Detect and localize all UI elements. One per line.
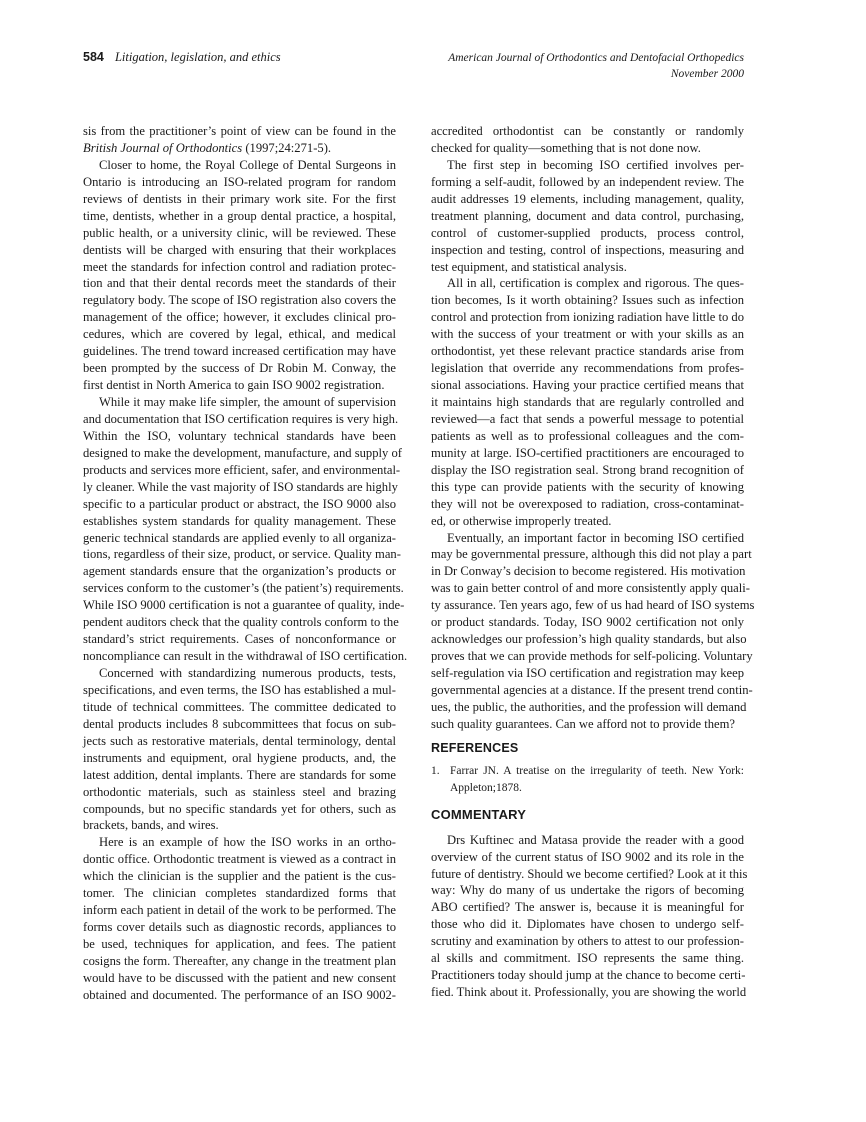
text-line: management of the office; however, it excludes clinical pro- — [83, 310, 396, 325]
text-line: control and protection from ionizing radiation have little to do — [431, 310, 745, 325]
reference-item — [431, 763, 744, 797]
text-line: checked for quality—something that is not done now. — [431, 140, 701, 155]
text-line: control of customer-supplied products, process control, — [431, 225, 744, 240]
text-line: patients as well as to professional colleagues and the com- — [431, 428, 744, 443]
text-line: services conform to the customer’s (the patient’s) requirements. — [83, 581, 404, 596]
text-line: titude of technical committees. The committee dedicated to — [83, 699, 396, 714]
commentary-heading: COMMENTARY — [431, 806, 527, 822]
text-line: Practitioners today should jump at the chance to become certi- — [431, 968, 746, 983]
text-line: ABO certified? The answer is, because it is meaningful for — [431, 900, 744, 915]
text-line: regulatory body. The scope of ISO registration also covers the — [83, 293, 396, 308]
text-line: obtained and documented. The performance of an ISO 9002- — [83, 987, 396, 1002]
text-line: Here is an example of how the ISO works in an ortho- — [99, 835, 396, 850]
text-line: guidelines. The trend toward increased certification may have — [83, 344, 396, 359]
text-line: specifications, and even terms, the ISO has established a mul- — [83, 682, 396, 697]
text-line: ed, or otherwise improperly treated. — [431, 513, 612, 528]
text-line: products and services more efficient, safer, and environmental- — [83, 462, 401, 477]
text-line: time, dentists, whether in a group dental practice, a hospital, — [83, 208, 396, 223]
text-line: those who did it. Diplomates have chosen to undergo self- — [431, 917, 744, 932]
reference-number: 1. — [431, 764, 440, 777]
text-line: test equipment, and statistical analysis. — [431, 259, 627, 274]
text-line: reviewed—a fact that sends a powerful message to potential — [431, 411, 744, 426]
reference-list — [431, 763, 744, 797]
text-line: they will not be overexposed to radiation, cross-contaminat- — [431, 496, 744, 511]
text-line: was to gain better control of and more consistently apply quali- — [431, 581, 750, 596]
text-line: way: Why do many of us undertake the rigors of becoming — [431, 883, 744, 898]
text-line: British Journal of Orthodontics (1997;24:271-5). — [83, 140, 332, 155]
text-line: inform each patient in detail of the work to be performed. The — [83, 903, 396, 918]
text-line: noncompliance can result in the withdrawal of ISO certification. — [83, 649, 408, 664]
issue-date: November 2000 — [670, 68, 744, 80]
text-line: cosigns the form. Thereafter, any change in the treatment plan — [83, 953, 396, 968]
text-line: and documentation that ISO certification requires is very high. — [83, 411, 399, 426]
reference-line: Appleton;1878. — [450, 781, 522, 794]
running-header-right — [448, 50, 744, 82]
running-header-left — [83, 50, 281, 65]
text-line: it maintains high standards that are regularly controlled and — [431, 395, 744, 409]
text-line: governmental agencies at a distance. If the present trend contin- — [431, 682, 753, 697]
text-line: legislation that override any recommendations from profes- — [431, 361, 744, 376]
text-line: Ontario is introducing an ISO-related program for random — [83, 174, 396, 189]
text-line: The first step in becoming ISO certified involves per- — [447, 157, 744, 172]
text-line: ues, the public, the authorities, and the profession will demand — [431, 699, 747, 714]
text-line: dontic office. Orthodontic treatment is viewed as a contract in — [83, 852, 396, 867]
text-line: audit addresses 19 elements, including management, quality, — [431, 191, 744, 206]
text-line: orthodontist, yet these relevant practice standards arise from — [431, 344, 744, 359]
text-line: would have to be discussed with the patient and new consent — [83, 970, 396, 985]
references-heading: REFERENCES — [431, 740, 519, 755]
text-line: agement standards ensure that the organization’s products or — [83, 564, 396, 579]
text-line: future of dentistry. Should we become certified? Look at it this — [431, 866, 748, 881]
text-line: forming a self-audit, followed by an independent review. The — [431, 174, 744, 189]
text-line: compounds, but no specific standards yet for others, such as — [83, 801, 396, 816]
journal-citation: British Journal of Orthodontics — [83, 140, 243, 155]
text-line: display the ISO registration seal. Strong brand recognition of — [431, 462, 744, 477]
text-line: sional associations. Having your practice certified means that — [431, 378, 744, 393]
text-line: tions, regardless of their size, product, or service. Quality man- — [83, 547, 401, 562]
reference-line: 1. Farrar JN. A treatise on the irregularity of teeth. New York: — [431, 763, 744, 780]
text-line: first dentist in North America to gain ISO 9002 registration. — [83, 378, 385, 393]
text-line: acknowledges our profession’s high quality standards, but also — [431, 632, 747, 647]
page-number: 584 — [83, 50, 104, 64]
text-line: While ISO 9000 certification is not a guarantee of quality, inde- — [83, 598, 405, 613]
text-line: standard’s strict requirements. Cases of nonconformance or — [83, 632, 396, 647]
text-line: orthodontic materials, such as stainless steel and brazing — [83, 784, 396, 799]
text-line: may be governmental pressure, although this did not play a part — [431, 547, 752, 562]
text-line: sis from the practitioner’s point of view can be found in the — [83, 124, 396, 138]
text-line: Drs Kuftinec and Matasa provide the reader with a good — [447, 832, 744, 847]
text-line: cedures, which are covered by legal, ethical, and medical — [83, 327, 396, 342]
text-line: pendent auditors check that the quality controls conform to the — [83, 615, 399, 630]
text-line: which the clinician is the supplier and the patient is the cus- — [83, 869, 396, 884]
text-line: scrutiny and examination by others to attest to our profession- — [431, 934, 744, 949]
text-line: instruments and equipment, oral hygiene products, and, the — [83, 750, 396, 765]
text-line: inspection and testing, control of inspections, measuring and — [431, 242, 744, 257]
text-line: be used, techniques for application, and fees. The patient — [83, 937, 396, 951]
text-line: dentists will be charged with ensuring that their workplaces — [83, 242, 396, 257]
journal-title: American Journal of Orthodontics and Dentofacial Orthopedics — [448, 52, 744, 64]
text-line: treatment planning, document and data control, purchasing, — [431, 208, 744, 223]
text-line: specific to a particular product or abstract, the ISO 9000 also — [83, 496, 396, 511]
text-line: latest addition, dental implants. There are standards for some — [83, 767, 396, 782]
text-line: such quality guarantees. Can we afford not to provide them? — [431, 716, 736, 731]
text-line: been prompted by the success of Dr Robin M. Conway, the — [83, 361, 396, 376]
text-line: brackets, bands, and wires. — [83, 818, 219, 833]
text-line: self-regulation via ISO certification and registration may keep — [431, 666, 744, 680]
right-column — [431, 123, 755, 1001]
text-line: All in all, certification is complex and rigorous. The ques- — [447, 276, 744, 291]
text-line: ty assurance. Ten years ago, few of us had heard of ISO systems — [431, 598, 755, 613]
text-line: Closer to home, the Royal College of Dental Surgeons in — [99, 157, 396, 172]
text-line: proves that we can provide methods for self-policing. Voluntary — [431, 649, 753, 664]
text-line: accredited orthodontist can be constantly or randomly — [431, 124, 744, 138]
text-line: overview of the current status of ISO 9002 and its role in the — [431, 849, 744, 864]
text-line: dental products includes 8 subcommittees that focus on sub- — [83, 716, 396, 731]
text-line: ly cleaner. While the vast majority of ISO standards are highly — [83, 479, 398, 494]
text-line: reviews of dentists in their primary work site. For the first — [83, 191, 396, 206]
text-line: munity at large. ISO-certified practitioners are encouraged to — [431, 445, 744, 460]
text-line: Within the ISO, voluntary technical standards have been — [83, 428, 396, 443]
right-body-text — [431, 123, 755, 733]
text-line: tomer. The clinician completes standardized forms that — [83, 886, 396, 901]
text-line: While it may make life simpler, the amount of supervision — [99, 395, 396, 409]
text-line: or product standards. Today, ISO 9002 certification not only — [431, 615, 744, 630]
section-title: Litigation, legislation, and ethics — [114, 50, 281, 64]
text-line: jects such as restorative materials, dental terminology, dental — [83, 733, 396, 748]
text-line: tion and that their dental records meet the standards of their — [83, 276, 396, 291]
text-line: with the success of your treatment or with your skills as an — [431, 327, 744, 342]
text-line: establishes system standards for quality management. These — [83, 513, 396, 528]
left-column — [83, 123, 408, 1004]
commentary-text — [431, 832, 748, 1001]
text-line: designed to make the development, manufacture, and supply of — [83, 445, 402, 460]
text-line: Eventually, an important factor in becoming ISO certified — [447, 530, 744, 545]
text-line: al skills and commitment. ISO represents the same thing. — [431, 951, 744, 966]
text-line: fied. Think about it. Professionally, you are showing the world — [431, 985, 747, 1000]
text-line: forms cover details such as diagnostic records, appliances to — [83, 920, 396, 935]
text-line: generic technical standards are applied evenly to all organiza- — [83, 530, 396, 545]
text-line: public health, or a university clinic, will be reviewed. These — [83, 225, 396, 240]
text-line: meet the standards for infection control and radiation protec- — [83, 259, 396, 274]
text-line: this type can provide patients with the security of knowing — [431, 479, 744, 494]
text-line: Concerned with standardizing numerous products, tests, — [99, 666, 396, 680]
text-line: in Dr Conway’s decision to become registered. His motivation — [431, 564, 746, 579]
text-line: tion becomes, Is it worth obtaining? Issues such as infection — [431, 293, 744, 308]
